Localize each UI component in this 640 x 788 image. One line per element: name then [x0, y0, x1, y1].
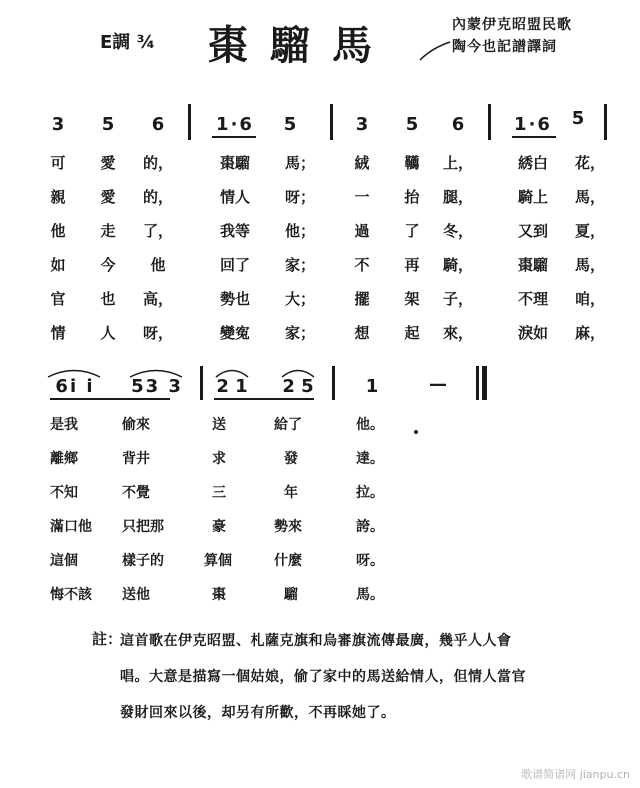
- final-bar-line: [482, 366, 487, 400]
- lyric: 勢也: [219, 290, 250, 308]
- note: 1·6: [216, 114, 254, 135]
- lyric: 架: [404, 290, 420, 308]
- lyric: 馬；: [284, 154, 315, 172]
- lyric: 愛: [100, 154, 116, 172]
- lyric: 不覺: [122, 485, 150, 501]
- lyric: 棗騮: [517, 256, 548, 274]
- flourish-ornament: [418, 38, 452, 62]
- watermark: 歌谱简谱网 jianpu.cn: [521, 768, 630, 781]
- lyric: 馬，: [574, 256, 605, 274]
- lyric: 是我: [50, 417, 78, 433]
- lyric: 勢來: [274, 519, 302, 535]
- lyric: 抬: [404, 188, 420, 206]
- lyric: 我等: [219, 222, 250, 240]
- note: 6: [151, 114, 165, 135]
- lyric: 拉。: [356, 485, 384, 501]
- credit-origin: 內蒙伊克昭盟民歌: [452, 17, 572, 33]
- lyric: 離鄉: [50, 451, 78, 467]
- lyric: 馬，: [574, 188, 605, 206]
- lyric: 再: [404, 256, 420, 274]
- beam-underline: [212, 136, 256, 138]
- lyric: 呀。: [356, 553, 384, 569]
- decorative-dot: [414, 430, 418, 434]
- bar-line: [332, 366, 335, 400]
- lyric: 偷來: [122, 417, 150, 433]
- lyric: 情: [50, 324, 66, 342]
- lyric: 愛: [100, 188, 116, 206]
- note: 1: [365, 376, 379, 397]
- note: 6: [451, 114, 465, 135]
- lyric: 什麼: [274, 553, 302, 569]
- lyric: 子，: [442, 290, 473, 308]
- bar-line: [476, 366, 479, 400]
- lyric: 棗騮: [219, 154, 250, 172]
- lyric: 他；: [284, 222, 315, 240]
- lyric: 他。: [356, 417, 384, 433]
- lyric: 背井: [122, 451, 150, 467]
- bar-line: [200, 366, 203, 400]
- lyric: 不: [354, 256, 370, 274]
- note: 5: [283, 114, 297, 135]
- lyric: 咱，: [574, 290, 605, 308]
- lyric: 不理: [517, 290, 548, 308]
- lyric: 棗: [212, 587, 226, 603]
- note: 1·6: [514, 114, 552, 135]
- lyric: 韉: [404, 154, 420, 172]
- lyric: 起: [404, 324, 420, 342]
- note: 3: [355, 114, 369, 135]
- lyric: 絨: [354, 154, 370, 172]
- lyric: 的，: [142, 188, 173, 206]
- lyric: 今: [100, 256, 116, 274]
- lyric: 算個: [204, 553, 232, 569]
- note: 5: [405, 114, 419, 135]
- lyric: 發: [284, 451, 298, 467]
- lyric: 腿，: [442, 188, 473, 206]
- lyric: 也: [100, 290, 116, 308]
- lyric: 可: [50, 154, 66, 172]
- lyric: 過: [354, 222, 370, 240]
- footnote-label: 註：: [92, 630, 123, 648]
- lyric: 送他: [122, 587, 150, 603]
- lyric: 他: [50, 222, 66, 240]
- lyric: 呀，: [142, 324, 173, 342]
- lyric: 誇。: [356, 519, 384, 535]
- lyric: 淚如: [517, 324, 548, 342]
- note-dash: —: [429, 374, 447, 395]
- lyric: 變寃: [219, 324, 250, 342]
- lyric: 家；: [284, 324, 315, 342]
- beam-underline: [214, 398, 314, 400]
- lyric: 情人: [219, 188, 250, 206]
- lyric: 大；: [284, 290, 315, 308]
- lyric: 他: [150, 256, 166, 274]
- lyric: 親: [50, 188, 66, 206]
- note: 5: [571, 108, 585, 129]
- lyric: 官: [50, 290, 66, 308]
- note: 5: [101, 114, 115, 135]
- footnote-line: 這首歌在伊克昭盟、札薩克旗和烏審旗流傳最廣，幾乎人人會: [120, 633, 512, 649]
- lyric: 如: [50, 256, 66, 274]
- lyric: 滿口他: [50, 519, 92, 535]
- lyric: 三: [212, 485, 226, 501]
- lyric: 夏，: [574, 222, 605, 240]
- lyric: 樣子的: [122, 553, 164, 569]
- lyric: 綉白: [517, 154, 548, 172]
- lyric: 馬。: [356, 587, 384, 603]
- lyric: 回了: [219, 256, 250, 274]
- lyric: 高，: [142, 290, 173, 308]
- lyric: 求: [212, 451, 226, 467]
- lyric: 一: [354, 188, 370, 206]
- lyric: 達。: [356, 451, 384, 467]
- footnote-line: 唱。大意是描寫一個姑娘，偷了家中的馬送給情人，但情人當官: [120, 669, 526, 685]
- lyric: 花，: [574, 154, 605, 172]
- lyric: 騮: [284, 587, 298, 603]
- footnote-line: 發財回來以後，却另有所歡，不再睬她了。: [120, 705, 396, 721]
- key-signature: E調 ¾: [100, 32, 156, 53]
- bar-line: [604, 104, 607, 140]
- note: 2 5: [282, 376, 314, 397]
- beam-underline: [50, 398, 170, 400]
- lyric: 騎，: [442, 256, 473, 274]
- note: 2 1: [216, 376, 248, 397]
- lyric: 麻，: [574, 324, 605, 342]
- lyric: 騎上: [517, 188, 548, 206]
- lyric: 擺: [354, 290, 370, 308]
- lyric: 來，: [442, 324, 473, 342]
- lyric: 這個: [50, 553, 78, 569]
- lyric: 了，: [142, 222, 173, 240]
- lyric: 悔不該: [50, 587, 92, 603]
- lyric: 冬，: [442, 222, 473, 240]
- lyric: 的，: [142, 154, 173, 172]
- lyric: 家；: [284, 256, 315, 274]
- lyric: 給了: [274, 417, 302, 433]
- lyric: 走: [100, 222, 116, 240]
- lyric: 呀；: [284, 188, 315, 206]
- bar-line: [188, 104, 191, 140]
- note: 53 3: [131, 376, 183, 397]
- bar-line: [330, 104, 333, 140]
- lyric: 了: [404, 222, 420, 240]
- lyric: 人: [100, 324, 116, 342]
- song-title: 棗騮馬: [208, 22, 394, 69]
- lyric: 只把那: [122, 519, 164, 535]
- lyric: 不知: [50, 485, 78, 501]
- lyric: 豪: [212, 519, 226, 535]
- note: 6i i: [55, 376, 95, 397]
- beam-underline: [512, 136, 556, 138]
- note: 3: [51, 114, 65, 135]
- lyric: 送: [212, 417, 226, 433]
- lyric: 想: [354, 324, 370, 342]
- lyric: 又到: [517, 222, 548, 240]
- lyric: 上，: [442, 154, 473, 172]
- bar-line: [488, 104, 491, 140]
- lyric: 年: [284, 485, 298, 501]
- credit-author: 陶今也記譜譯詞: [452, 39, 557, 55]
